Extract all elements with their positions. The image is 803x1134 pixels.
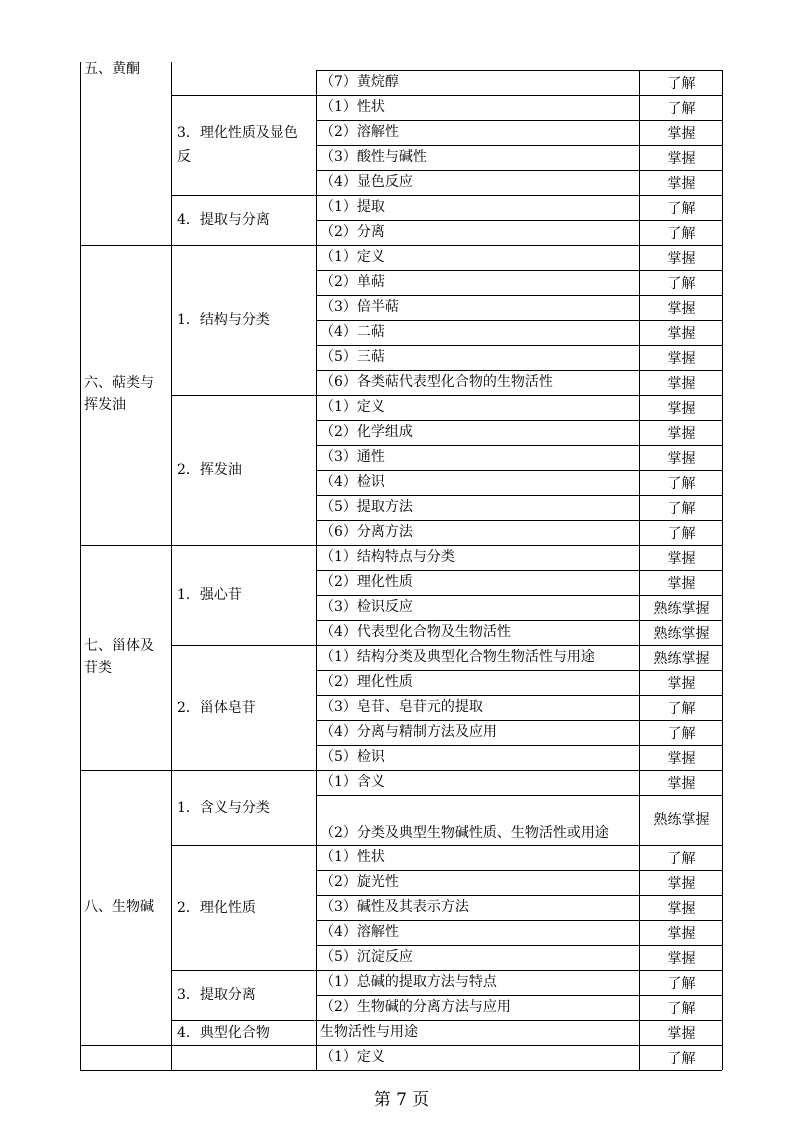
row-divider (316, 495, 722, 496)
group-title: 2．挥发油 (177, 462, 242, 478)
group-title: 1．含义与分类 (177, 799, 270, 816)
section-title: 挥发油 (84, 397, 126, 413)
row-divider (316, 870, 722, 871)
item-text: （6）各类萜代表型化合物的生物活性 (320, 374, 553, 390)
item-text: （3）通性 (320, 449, 385, 465)
group-title: 2．理化性质 (177, 899, 256, 916)
section-title: 五、黄酮 (84, 61, 140, 77)
section-divider (80, 1070, 316, 1071)
mastery-level: 了解 (667, 276, 696, 292)
row-divider (316, 95, 722, 96)
item-text: （1）定义 (320, 1049, 385, 1065)
mastery-level: 掌握 (667, 1026, 696, 1042)
row-divider (316, 920, 722, 921)
group-title: 3．提取分离 (177, 987, 256, 1003)
item-text: （2）分类及典型生物碱性质、生物活性或用途 (320, 825, 609, 841)
group-title: 4．典型化合物 (177, 1024, 270, 1041)
item-text: （2）溶解性 (320, 124, 399, 140)
group-title: 4．提取与分离 (177, 212, 270, 228)
item-text: （1）含义 (320, 774, 385, 790)
item-text: （3）皂苷、皂苷元的提取 (320, 699, 483, 715)
item-text: （4）分离与精制方法及应用 (320, 724, 497, 740)
row-divider (316, 445, 722, 446)
item-text: （5）提取方法 (320, 499, 413, 515)
section-title: 六、萜类与 (84, 375, 154, 391)
mastery-level: 了解 (667, 101, 696, 117)
mastery-level: 掌握 (667, 301, 696, 317)
row-divider (316, 945, 722, 946)
group-title: 2．甾体皂苷 (177, 699, 256, 716)
section-divider (80, 245, 316, 246)
mastery-level: 掌握 (667, 751, 696, 767)
group-title: 3．理化性质及显色 (177, 125, 298, 141)
item-text: （1）定义 (320, 249, 385, 265)
row-divider (316, 995, 722, 996)
row-divider (316, 1070, 722, 1071)
row-divider (316, 670, 722, 671)
row-divider (316, 345, 722, 346)
group-divider (171, 845, 316, 846)
mastery-level: 掌握 (667, 351, 696, 367)
row-divider (316, 245, 722, 246)
item-text: （3）碱性及其表示方法 (320, 899, 469, 915)
mastery-level: 掌握 (667, 401, 696, 417)
item-text: （6）分离方法 (320, 524, 413, 540)
item-text: （1）结构特点与分类 (320, 549, 455, 565)
row-divider (316, 370, 722, 371)
row-divider (316, 845, 722, 846)
row-divider (316, 270, 722, 271)
item-text: 生物活性与用途 (320, 1024, 418, 1040)
row-divider (316, 895, 722, 896)
item-text: （2）化学组成 (320, 424, 413, 440)
mastery-level: 了解 (667, 476, 696, 492)
mastery-level: 了解 (667, 501, 696, 517)
row-divider (316, 470, 722, 471)
table-border-right (722, 70, 723, 1070)
item-text: （4）显色反应 (320, 174, 413, 190)
mastery-level: 熟练掌握 (653, 651, 710, 667)
mastery-level: 了解 (667, 201, 696, 217)
item-text: （2）理化性质 (320, 674, 413, 690)
section-title: 七、甾体及 (84, 637, 154, 654)
item-text: （2）单萜 (320, 274, 385, 290)
row-divider (316, 220, 722, 221)
mastery-level: 掌握 (667, 151, 696, 167)
section-title: 八、生物碱 (84, 898, 154, 915)
group-divider (171, 395, 316, 396)
row-divider (316, 1020, 722, 1021)
mastery-level: 了解 (667, 851, 696, 867)
group-divider (171, 95, 316, 96)
mastery-level: 掌握 (667, 326, 696, 342)
group-divider (171, 970, 316, 971)
row-divider (316, 520, 722, 521)
section-divider (80, 545, 316, 546)
group-title: 1．结构与分类 (177, 312, 270, 328)
group-title: 反 (177, 149, 191, 165)
item-text: （4）溶解性 (320, 924, 399, 940)
row-divider (316, 645, 722, 646)
item-text: （7）黄烷醇 (320, 74, 399, 90)
item-text: （1）结构分类及典型化合物生物活性与用途 (320, 649, 595, 665)
mastery-level: 掌握 (667, 426, 696, 442)
item-text: （5）三萜 (320, 349, 385, 365)
item-text: （4）代表型化合物及生物活性 (320, 624, 511, 640)
section-divider (80, 1045, 316, 1046)
table-top-line (316, 70, 722, 71)
item-text: （1）性状 (320, 849, 385, 865)
item-text: （2）分离 (320, 224, 385, 240)
item-text: （1）提取 (320, 199, 385, 215)
mastery-level: 了解 (667, 1001, 696, 1017)
item-text: （5）沉淀反应 (320, 949, 413, 965)
page-footer: 第 7 页 (373, 1090, 430, 1110)
row-divider (316, 570, 722, 571)
row-divider (316, 770, 722, 771)
group-divider (171, 195, 316, 196)
mastery-level: 了解 (667, 226, 696, 242)
item-text: （3）酸性与碱性 (320, 149, 427, 165)
item-text: （1）性状 (320, 99, 385, 115)
row-divider (316, 295, 722, 296)
row-divider (316, 595, 722, 596)
item-text: （1）定义 (320, 399, 385, 415)
row-divider (316, 545, 722, 546)
item-text: （3）倍半萜 (320, 299, 399, 315)
mastery-level: 了解 (667, 701, 696, 717)
mastery-level: 掌握 (667, 376, 696, 392)
item-text: （1）总碱的提取方法与特点 (320, 974, 497, 990)
item-text: （2）生物碱的分离方法与应用 (320, 999, 511, 1015)
mastery-level: 掌握 (667, 176, 696, 192)
mastery-level: 掌握 (667, 451, 696, 467)
table-border-left (80, 62, 81, 1070)
group-title: 1．强心苷 (177, 587, 242, 603)
item-text: （3）检识反应 (320, 599, 413, 615)
row-divider (316, 720, 722, 721)
mastery-level: 了解 (667, 976, 696, 992)
mastery-level: 掌握 (667, 676, 696, 692)
row-divider (316, 320, 722, 321)
section-title: 苷类 (84, 659, 112, 676)
mastery-level: 掌握 (667, 876, 696, 892)
group-divider (171, 1020, 316, 1021)
item-text: （5）检识 (320, 749, 385, 765)
section-divider (80, 770, 316, 771)
mastery-level: 掌握 (667, 576, 696, 592)
mastery-level: 了解 (667, 526, 696, 542)
item-text: （2）理化性质 (320, 574, 413, 590)
row-divider (316, 695, 722, 696)
mastery-level: 掌握 (667, 126, 696, 142)
mastery-level: 掌握 (667, 776, 696, 792)
row-divider (316, 1045, 722, 1046)
mastery-level: 了解 (667, 1051, 696, 1067)
row-divider (316, 795, 722, 796)
row-divider (316, 170, 722, 171)
mastery-level: 掌握 (667, 901, 696, 917)
group-divider (171, 645, 316, 646)
mastery-level: 熟练掌握 (653, 626, 710, 642)
row-divider (316, 145, 722, 146)
item-text: （4）检识 (320, 474, 385, 490)
row-divider (316, 745, 722, 746)
item-text: （2）旋光性 (320, 874, 399, 890)
row-divider (316, 420, 722, 421)
mastery-level: 了解 (667, 76, 696, 92)
mastery-level: 掌握 (667, 251, 696, 267)
mastery-level: 掌握 (667, 926, 696, 942)
table-border-col-b (171, 62, 172, 1070)
item-text: （4）二萜 (320, 324, 385, 340)
mastery-level: 熟练掌握 (653, 601, 710, 617)
row-divider (316, 395, 722, 396)
row-divider (316, 195, 722, 196)
row-divider (316, 620, 722, 621)
mastery-level: 熟练掌握 (653, 812, 710, 828)
mastery-level: 掌握 (667, 951, 696, 967)
row-divider (316, 970, 722, 971)
row-divider (316, 120, 722, 121)
mastery-level: 了解 (667, 726, 696, 742)
mastery-level: 掌握 (667, 551, 696, 567)
